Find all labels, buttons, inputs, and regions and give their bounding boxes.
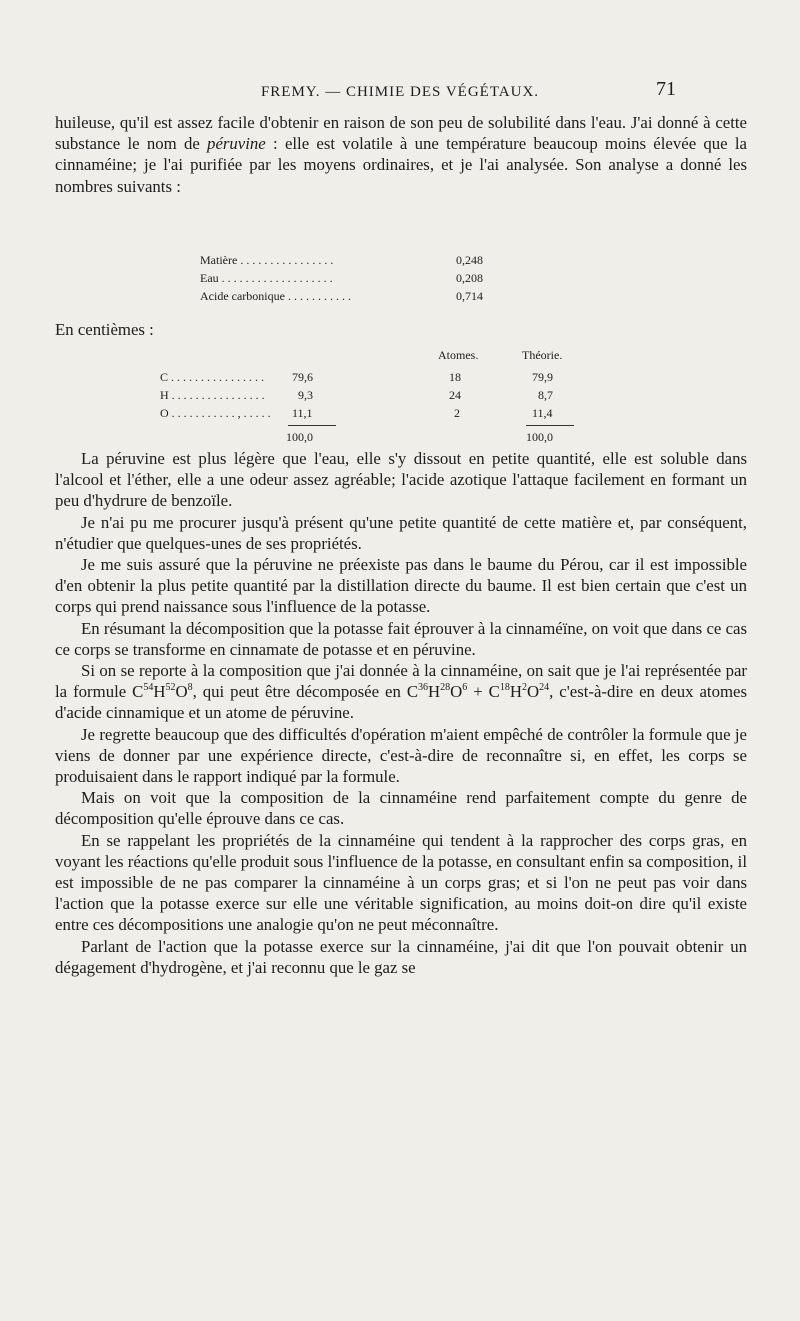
centiemes-label: En centièmes : — [55, 320, 154, 339]
intro-text-before: huileuse, qu'il est assez facile d'obtenir en raison de son peu de solubilité dans l'eau. J'ai donné à cette substance le nom de — [55, 113, 747, 154]
composition-row — [160, 406, 600, 424]
formula-paragraph: Si on se reporte à la composition que j'ai donnée à la cinnaméine, on sait que je l'ai représentée par la formule $C^{54}H^{52}O^8$, qui peut être décomposée en $C^{36}H^{28}O^6 + C^{18}H^2O^{24}$, c'est-à-dire en deux atomes d'acide cinnamique et un atome de péruvine. — [55, 661, 747, 723]
analysis-row — [200, 253, 580, 271]
found-value: 79,6 — [292, 370, 313, 384]
running-title: FREMY. — CHIMIE DES VÉGÉTAUX. — [260, 84, 540, 100]
total-row — [160, 430, 600, 448]
total-rule — [288, 425, 336, 426]
element-label: H . . . . . . . . . . . . . . . . — [160, 388, 265, 402]
composition-row — [160, 370, 600, 388]
analysis-label: Acide carbonique . . . . . . . . . . . — [200, 289, 351, 303]
paragraph: Parlant de l'action que la potasse exerce sur la cinnaméine, j'ai dit que l'on pouvait obtenir un dégagement d'hydrogène, et j'ai reconnu que le gaz se — [55, 936, 747, 977]
paragraph: Mais on voit que la composition de la cinnaméine rend parfaitement compte du genre de décomposition qu'elle éprouve dans ce cas. — [55, 788, 747, 829]
analysis-value: 0,248 — [456, 253, 483, 267]
atoms-value: 18 — [449, 370, 461, 384]
header-theorie: Théorie. — [522, 348, 563, 362]
analysis-label: Eau . . . . . . . . . . . . . . . . . . . — [200, 271, 333, 285]
paragraph: Je regrette beaucoup que des difficultés d'opération m'aient empêché de contrôler la formule que je viens de donner par une expérience directe, c'est-à-dire de reconnaître si, en effet, les corps se produisaient dans le rapport indiqué par la formule. — [55, 724, 747, 787]
analysis-row — [200, 271, 580, 289]
found-value: 9,3 — [298, 388, 313, 402]
body-text — [55, 448, 747, 978]
element-label: O . . . . . . . . . . . , . . . . . — [160, 406, 271, 420]
composition-row — [160, 388, 600, 406]
header-atomes: Atomes. — [438, 348, 479, 362]
running-header — [0, 78, 800, 106]
paragraph: En se rappelant les propriétés de la cinnaméine qui tendent à la rapprocher des corps gras, en voyant les réactions qu'elle produit sous l'influence de la potasse, en consultant enfin sa composition, il est impossible de ne pas comparer la cinnaméine à un corps gras; et si l'on ne peut pas voir dans l'action que la potasse exerce sur elle une véritable signification, au moins doit-on dire qu'il existe entre ces décompositions une analogie qu'on ne peut méconnaître. — [55, 830, 747, 935]
term-peruvine: péruvine — [207, 134, 266, 154]
total-found: 100,0 — [286, 430, 313, 444]
paragraph: Je me suis assuré que la péruvine ne préexiste pas dans le baume du Pérou, car il est impossible d'en obtenir la plus petite quantité par la distillation directe du baume. Il est bien certain que c'est un corps qui prend naissance sous l'influence de la potasse. — [55, 555, 747, 617]
analysis-label: Matière . . . . . . . . . . . . . . . . — [200, 253, 334, 267]
found-value: 11,1 — [292, 406, 313, 420]
total-theory: 100,0 — [526, 430, 553, 444]
intro-text-after: : elle est volatile à une température beaucoup moins élevée que la cinnaméine; je l'ai purifiée par les moyens ordinaires, et je l'ai analysée. Son analyse a donné les nombres suivants : — [55, 134, 747, 196]
theory-value: 79,9 — [532, 370, 553, 384]
page-number: 71 — [656, 78, 676, 100]
analysis-value: 0,714 — [456, 289, 483, 303]
analysis-row — [200, 289, 580, 307]
paragraph: En résumant la décomposition que la potasse fait éprouver à la cinnaméïne, on voit que dans ce cas ce corps se transforme en cinnamate de potasse et en péruvine. — [55, 618, 747, 659]
intro-paragraph — [55, 112, 747, 197]
total-rule — [526, 425, 574, 426]
paragraph: Je n'ai pu me procurer jusqu'à présent qu'une petite quantité de cette matière et, par conséquent, n'étudier que quelques-unes de ses propriétés. — [55, 512, 747, 553]
theory-value: 11,4 — [532, 406, 553, 420]
atoms-value: 24 — [449, 388, 461, 402]
atoms-value: 2 — [454, 406, 460, 420]
theory-value: 8,7 — [538, 388, 553, 402]
element-label: C . . . . . . . . . . . . . . . . — [160, 370, 265, 384]
analysis-value: 0,208 — [456, 271, 483, 285]
paragraph: La péruvine est plus légère que l'eau, elle s'y dissout en petite quantité, elle est soluble dans l'alcool et l'éther, elle a une odeur assez agréable; l'acide azotique l'attaque facilement en formant un peu d'hydrure de benzoïle. — [55, 449, 747, 511]
